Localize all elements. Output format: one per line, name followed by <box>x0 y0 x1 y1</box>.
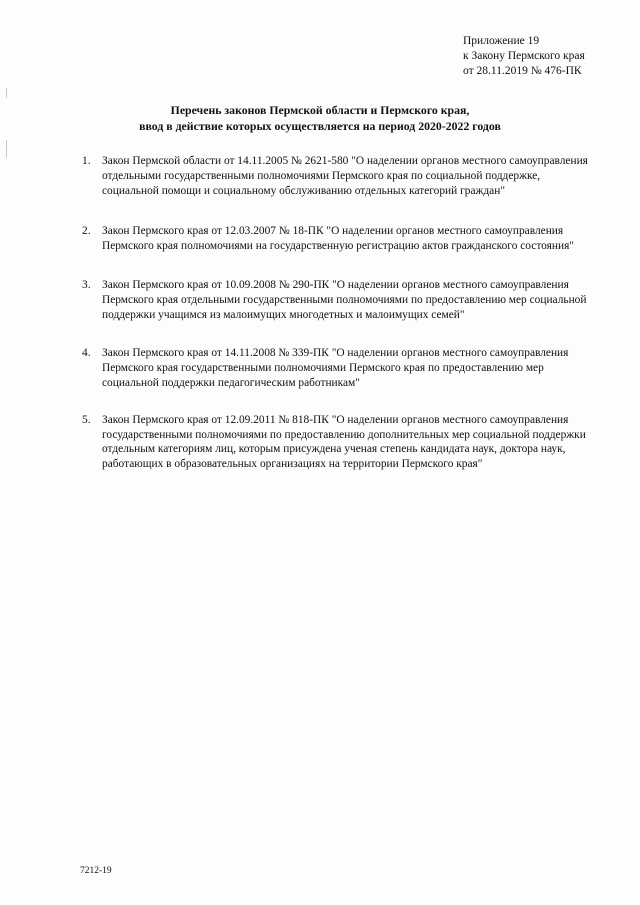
appendix-number: Приложение 19 <box>463 35 540 47</box>
list-item-text-line: социальной помощи и социальному обслуживанию отдельных категорий граждан" <box>102 184 505 197</box>
list-item-text-line: государственными полномочиями по предоставлению дополнительных мер социальной поддержки <box>102 428 586 441</box>
list-item-number: 5. <box>82 413 91 426</box>
list-item <box>82 413 602 472</box>
appendix-law-reference: к Закону Пермского края <box>463 50 585 62</box>
list-item <box>82 154 602 198</box>
law-list <box>82 154 602 472</box>
list-item-number: 1. <box>82 155 91 167</box>
scan-edge-mark <box>6 140 7 158</box>
list-item-text-line: Закон Пермского края от 12.09.2011 № 818-ПК "О наделении органов местного самоуправления <box>102 413 569 426</box>
list-item-text-line: Пермского края полномочиями на государственную регистрацию актов гражданского состояния" <box>102 240 574 253</box>
list-item-text-line: Пермского края государственными полномочиями Пермского края по предоставлению мер <box>102 362 544 375</box>
list-item <box>82 278 602 322</box>
appendix-header <box>463 34 585 79</box>
document-title <box>60 102 580 134</box>
list-item-text-line: поддержки учащимся из малоимущих многодетных и малоимущих семей" <box>102 308 465 321</box>
list-item-text-line: Закон Пермского края от 12.03.2007 № 18-ПК "О наделении органов местного самоуправления <box>102 225 564 238</box>
list-item-text-line: Пермского края отдельными государственными полномочиями по предоставлению мер социальной <box>102 293 587 306</box>
document-code: 7212-19 <box>80 866 112 876</box>
list-item-text-line: Закон Пермской области от 14.11.2005 № 2621-580 "О наделении органов местного самоуправления <box>102 155 588 167</box>
list-item-text-line: отдельными государственными полномочиями Пермского края по социальной поддержке, <box>102 169 541 182</box>
title-line-1: Перечень законов Пермской области и Пермского края, <box>170 103 470 117</box>
list-item-text-line: Закон Пермского края от 14.11.2008 № 339-ПК "О наделении органов местного самоуправления <box>102 347 569 360</box>
scan-edge-mark <box>6 88 7 98</box>
title-line-2: ввод в действие которых осуществляется на период 2020-2022 годов <box>139 119 501 133</box>
list-item-text-line: социальной поддержки педагогическим работникам" <box>102 376 360 389</box>
list-item <box>82 346 602 390</box>
list-item-number: 3. <box>82 278 91 291</box>
list-item-text-line: отдельным категориям лиц, которым присуждена ученая степень кандидата наук, доктора наук, <box>102 443 566 456</box>
list-item-number: 4. <box>82 347 91 360</box>
list-item-number: 2. <box>82 225 91 238</box>
list-item <box>82 224 602 254</box>
appendix-law-date: от 28.11.2019 № 476-ПК <box>463 65 582 77</box>
list-item-text-line: работающих в образовательных организациях на территории Пермского края" <box>102 458 483 471</box>
list-item-text-line: Закон Пермского края от 10.09.2008 № 290-ПК "О наделении органов местного самоуправления <box>102 278 569 291</box>
